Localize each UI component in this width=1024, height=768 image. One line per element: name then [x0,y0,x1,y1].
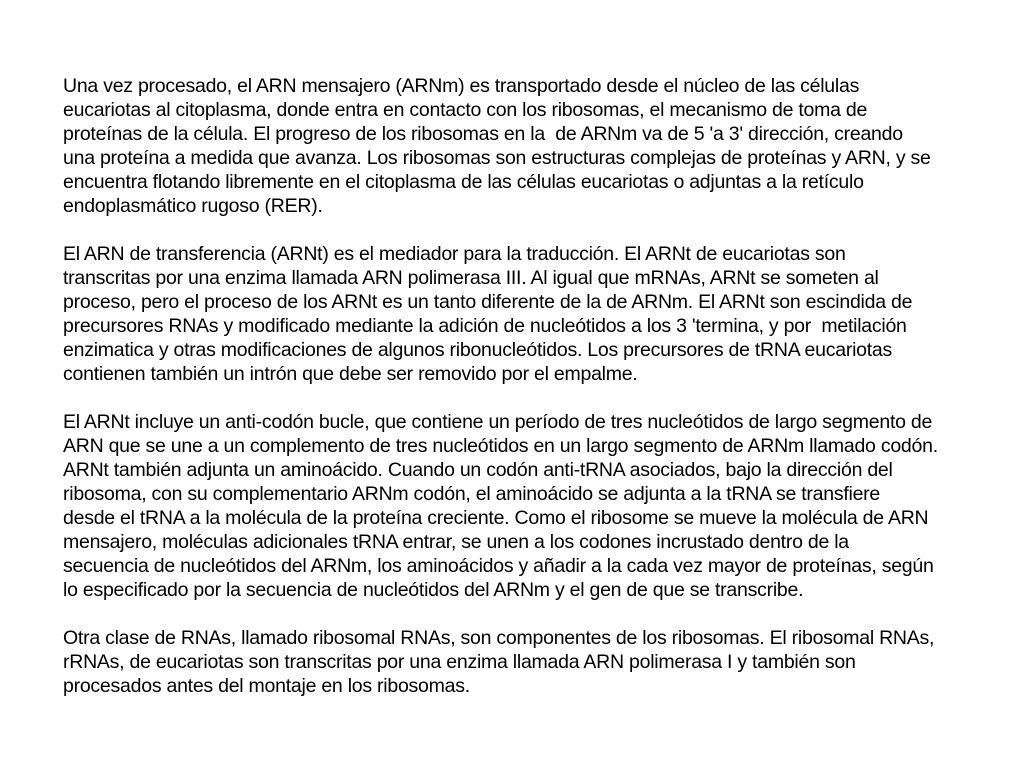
text-line: una proteína a medida que avanza. Los ribosomas son estructuras complejas de proteínas y ARN, y se [63,147,931,169]
text-line: contienen también un intrón que debe ser removido por el empalme. [63,363,638,385]
text-line: Otra clase de RNAs, llamado ribosomal RNAs, son componentes de los ribosomas. El ribosomal RNAs, [63,627,935,649]
paragraph [63,626,993,698]
text-line: precursores RNAs y modificado mediante la adición de nucleótidos a los 3 'termina, y por metilación [63,315,907,337]
text-line: procesados antes del montaje en los ribosomas. [63,675,470,697]
text-line: secuencia de nucleótidos del ARNm, los aminoácidos y añadir a la cada vez mayor de proteínas, según [63,555,934,577]
paragraph [63,74,993,218]
text-line: mensajero, moléculas adicionales tRNA entrar, se unen a los codones incrustado dentro de la [63,531,849,553]
text-line: lo especificado por la secuencia de nucleótidos del ARNm y el gen de que se transcribe. [63,579,804,601]
text-line: transcritas por una enzima llamada ARN polimerasa III. Al igual que mRNAs, ARNt se someten al [63,267,879,289]
slide-text [63,74,993,698]
text-line: proteínas de la célula. El progreso de los ribosomas en la de ARNm va de 5 'a 3' dirección, creando [63,123,903,145]
text-line: ribosoma, con su complementario ARNm codón, el aminoácido se adjunta a la tRNA se transfiere [63,483,881,505]
text-line: eucariotas al citoplasma, donde entra en contacto con los ribosomas, el mecanismo de toma de [63,99,868,121]
text-line: ARN que se une a un complemento de tres nucleótidos en un largo segmento de ARNm llamado codón. [63,435,938,457]
paragraph [63,242,993,386]
text-line: Una vez procesado, el ARN mensajero (ARNm) es transportado desde el núcleo de las células [63,75,860,97]
text-line: El ARN de transferencia (ARNt) es el mediador para la traducción. El ARNt de eucariotas son [63,243,846,265]
text-line: ARNt también adjunta un aminoácido. Cuando un codón anti-tRNA asociados, bajo la dirección del [63,459,893,481]
text-line: El ARNt incluye un anti-codón bucle, que contiene un período de tres nucleótidos de largo segmento de [63,411,933,433]
text-line: proceso, pero el proceso de los ARNt es un tanto diferente de la de ARNm. El ARNt son escindida de [63,291,913,313]
paragraph [63,410,993,602]
text-line: enzimatica y otras modificaciones de algunos ribonucleótidos. Los precursores de tRNA eucariotas [63,339,893,361]
text-line: rRNAs, de eucariotas son transcritas por una enzima llamada ARN polimerasa I y también son [63,651,856,673]
text-line: encuentra flotando libremente en el citoplasma de las células eucariotas o adjuntas a la retículo [63,171,864,193]
text-line: endoplasmático rugoso (RER). [63,195,323,217]
text-line: desde el tRNA a la molécula de la proteína creciente. Como el ribosome se mueve la molécula de ARN [63,507,929,529]
